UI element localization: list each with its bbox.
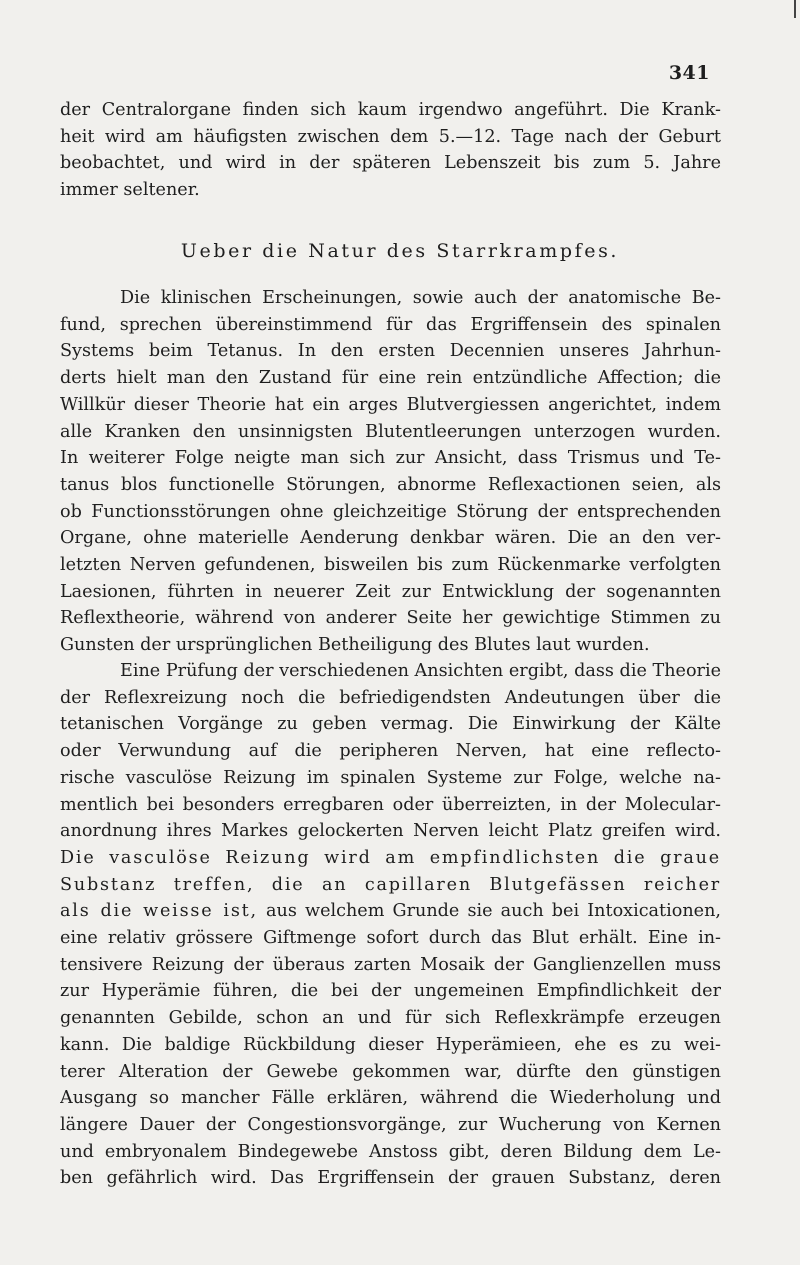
text-segment: aus welchem Grunde sie auch bei Intoxicationen, xyxy=(257,901,721,922)
text-line: anordnung ihres Markes gelockerten Nerven leicht Platz greifen wird. xyxy=(60,821,721,842)
text-line: beobachtet, und wird in der späteren Lebenszeit bis zum 5. Jahre xyxy=(60,153,721,174)
text-line xyxy=(60,898,721,925)
text-line: Systems beim Tetanus. In den ersten Decennien unseres Jahrhun- xyxy=(60,341,721,362)
page-number: 341 xyxy=(668,62,710,84)
text-line: eine relativ grössere Giftmenge sofort durch das Blut erhält. Eine in- xyxy=(60,928,721,949)
text-line: Die klinischen Erscheinungen, sowie auch der anatomische Be- xyxy=(120,288,721,308)
text-line: kann. Die baldige Rückbildung dieser Hyperämieen, ehe es zu wei- xyxy=(60,1034,721,1055)
spaced-emphasis-line: Substanz treffen, die an capillaren Blutgefässen reicher xyxy=(60,874,721,895)
intro-text xyxy=(60,97,721,204)
text-line: oder Verwundung auf die peripheren Nerven, hat eine reflecto- xyxy=(60,741,721,762)
text-line: fund, sprechen übereinstimmend für das Ergriffensein des spinalen xyxy=(60,314,721,335)
text-line: tensivere Reizung der überaus zarten Mosaik der Ganglienzellen muss xyxy=(60,954,721,975)
text-line: tanus blos functionelle Störungen, abnorme Reflexactionen seien, als xyxy=(60,474,721,495)
paragraph-2 xyxy=(60,658,721,1192)
text-line: längere Dauer der Congestionsvorgänge, zur Wucherung von Kernen xyxy=(60,1114,721,1135)
spaced-emphasis-line: Die vasculöse Reizung wird am empfindlichsten die graue xyxy=(60,847,721,868)
text-line: Organe, ohne materielle Aenderung denkbar wären. Die an den ver- xyxy=(60,528,721,549)
spaced-emphasis-text: als die weisse ist, xyxy=(60,901,258,922)
text-line: und embryonalem Bindegewebe Anstoss gibt, deren Bildung dem Le- xyxy=(60,1141,721,1162)
text-line: alle Kranken den unsinnigsten Blutentleerungen unterzogen wurden. xyxy=(60,421,721,442)
section-heading: Ueber die Natur des Starrkrampfes. xyxy=(180,240,620,262)
text-line: derts hielt man den Zustand für eine rein entzündliche Affection; die xyxy=(60,368,721,389)
text-line: zur Hyperämie führen, die bei der ungemeinen Empfindlichkeit der xyxy=(60,981,721,1002)
text-line: Reflextheorie, während von anderer Seite her gewichtige Stimmen zu xyxy=(60,608,721,629)
text-line: letzten Nerven gefundenen, bisweilen bis zum Rückenmarke verfolgten xyxy=(60,555,721,576)
text-line: genannten Gebilde, schon an und für sich Reflexkrämpfe erzeugen xyxy=(60,1008,721,1029)
page-edge-mark xyxy=(794,0,796,18)
text-line: Gunsten der ursprünglichen Betheiligung des Blutes laut wurden. xyxy=(60,635,650,656)
text-line: In weiterer Folge neigte man sich zur Ansicht, dass Trismus und Te- xyxy=(60,448,721,469)
text-line: ob Functionsstörungen ohne gleichzeitige Störung der entsprechenden xyxy=(60,501,721,522)
text-line: der Centralorgane finden sich kaum irgendwo angeführt. Die Krank- xyxy=(60,100,721,120)
text-line: immer seltener. xyxy=(60,180,200,201)
text-line: Eine Prüfung der verschiedenen Ansichten ergibt, dass die Theorie xyxy=(120,661,721,681)
text-line: mentlich bei besonders erregbaren oder überreizten, in der Molecular- xyxy=(60,794,721,815)
paragraph-1 xyxy=(60,285,721,659)
text-line: Ausgang so mancher Fälle erklären, während die Wiederholung und xyxy=(60,1088,721,1109)
text-line: Laesionen, führten in neuerer Zeit zur Entwicklung der sogenannten xyxy=(60,581,721,602)
text-line: der Reflexreizung noch die befriedigendsten Andeutungen über die xyxy=(60,687,721,708)
text-line: Willkür dieser Theorie hat ein arges Blutvergiessen angerichtet, indem xyxy=(60,394,721,415)
text-line: terer Alteration der Gewebe gekommen war, dürfte den günstigen xyxy=(60,1061,721,1082)
text-line: heit wird am häufigsten zwischen dem 5.—12. Tage nach der Geburt xyxy=(60,126,721,147)
text-line: ben gefährlich wird. Das Ergriffensein der grauen Substanz, deren xyxy=(60,1168,721,1189)
text-line: tetanischen Vorgänge zu geben vermag. Die Einwirkung der Kälte xyxy=(60,714,721,735)
text-line: rische vasculöse Reizung im spinalen Systeme zur Folge, welche na- xyxy=(60,767,721,788)
